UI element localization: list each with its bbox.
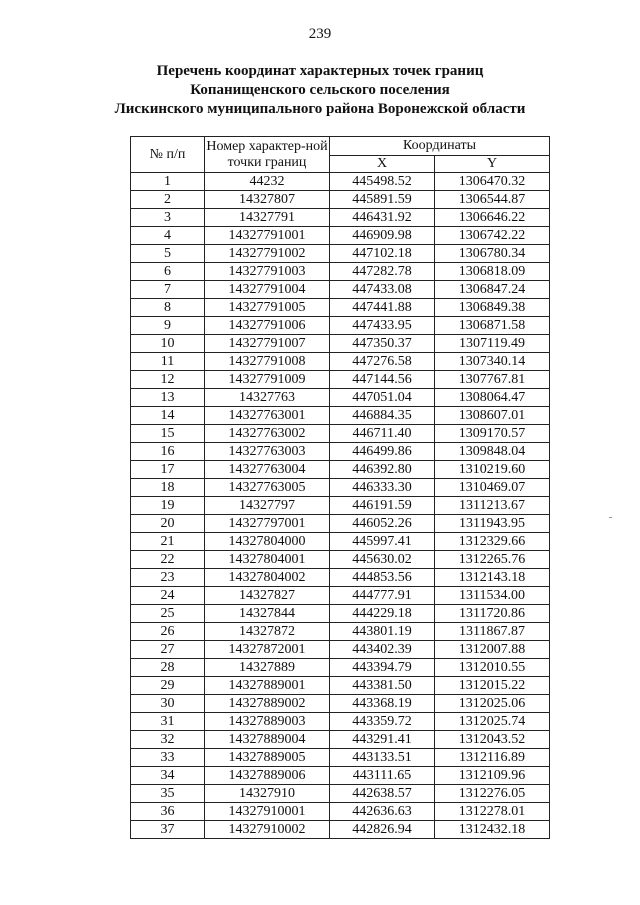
coord-x: 443801.19	[330, 623, 435, 641]
point-number: 14327791001	[205, 227, 330, 245]
coord-y: 1308064.47	[435, 389, 550, 407]
coord-y: 1312007.88	[435, 641, 550, 659]
coord-y: 1311213.67	[435, 497, 550, 515]
document-title	[0, 62, 640, 119]
point-number: 14327910	[205, 785, 330, 803]
coord-y: 1312015.22	[435, 677, 550, 695]
row-number: 10	[131, 335, 205, 353]
table-row	[131, 587, 550, 605]
point-number: 14327791004	[205, 281, 330, 299]
table-row	[131, 623, 550, 641]
coord-x: 445498.52	[330, 173, 435, 191]
table-row	[131, 317, 550, 335]
table-row	[131, 659, 550, 677]
row-number: 31	[131, 713, 205, 731]
page-number: 239	[308, 26, 332, 42]
point-number: 14327791	[205, 209, 330, 227]
point-number: 14327889001	[205, 677, 330, 695]
table-row	[131, 767, 550, 785]
table-row	[131, 245, 550, 263]
coord-x: 447433.95	[330, 317, 435, 335]
row-number: 8	[131, 299, 205, 317]
row-number: 28	[131, 659, 205, 677]
row-number: 29	[131, 677, 205, 695]
table-row	[131, 713, 550, 731]
point-number: 14327797	[205, 497, 330, 515]
table-row	[131, 461, 550, 479]
table-row	[131, 551, 550, 569]
table-row	[131, 695, 550, 713]
coord-x: 445997.41	[330, 533, 435, 551]
coord-x: 447051.04	[330, 389, 435, 407]
coord-y: 1306847.24	[435, 281, 550, 299]
point-number: 14327797001	[205, 515, 330, 533]
row-number: 7	[131, 281, 205, 299]
coord-y: 1311867.87	[435, 623, 550, 641]
point-number: 14327844	[205, 605, 330, 623]
row-number: 19	[131, 497, 205, 515]
coord-x: 445630.02	[330, 551, 435, 569]
point-number: 14327791008	[205, 353, 330, 371]
coord-x: 446711.40	[330, 425, 435, 443]
table-row	[131, 533, 550, 551]
row-number: 37	[131, 821, 205, 839]
row-number: 4	[131, 227, 205, 245]
coord-x: 443381.50	[330, 677, 435, 695]
row-number: 33	[131, 749, 205, 767]
coord-x: 443368.19	[330, 695, 435, 713]
coord-x: 446499.86	[330, 443, 435, 461]
point-number: 14327791007	[205, 335, 330, 353]
table-row	[131, 497, 550, 515]
table-row	[131, 191, 550, 209]
table-row	[131, 443, 550, 461]
coord-y: 1306818.09	[435, 263, 550, 281]
coord-x: 447441.88	[330, 299, 435, 317]
coord-y: 1312276.05	[435, 785, 550, 803]
table-row	[131, 605, 550, 623]
row-number: 23	[131, 569, 205, 587]
point-number: 14327791002	[205, 245, 330, 263]
point-number: 14327889004	[205, 731, 330, 749]
coord-y: 1307119.49	[435, 335, 550, 353]
row-number: 17	[131, 461, 205, 479]
point-number: 14327889002	[205, 695, 330, 713]
coord-y: 1306871.58	[435, 317, 550, 335]
coord-y: 1306646.22	[435, 209, 550, 227]
point-number: 14327804000	[205, 533, 330, 551]
header-point: Номер характер-ной точки границ	[205, 137, 330, 173]
coord-x: 447433.08	[330, 281, 435, 299]
coord-y: 1307340.14	[435, 353, 550, 371]
table-row	[131, 425, 550, 443]
row-number: 9	[131, 317, 205, 335]
table-row	[131, 371, 550, 389]
table-row	[131, 731, 550, 749]
row-number: 16	[131, 443, 205, 461]
point-number: 14327804002	[205, 569, 330, 587]
coord-x: 446052.26	[330, 515, 435, 533]
coord-y: 1312109.96	[435, 767, 550, 785]
point-number: 14327763001	[205, 407, 330, 425]
table-row	[131, 569, 550, 587]
coord-x: 446392.80	[330, 461, 435, 479]
table-row	[131, 389, 550, 407]
coord-x: 447282.78	[330, 263, 435, 281]
coord-y: 1306742.22	[435, 227, 550, 245]
coord-x: 444777.91	[330, 587, 435, 605]
coord-x: 443394.79	[330, 659, 435, 677]
coord-x: 444853.56	[330, 569, 435, 587]
table-row	[131, 749, 550, 767]
point-number: 14327889005	[205, 749, 330, 767]
coord-y: 1312143.18	[435, 569, 550, 587]
coord-x: 443133.51	[330, 749, 435, 767]
coord-y: 1310469.07	[435, 479, 550, 497]
table-row	[131, 821, 550, 839]
coord-x: 442636.63	[330, 803, 435, 821]
row-number: 26	[131, 623, 205, 641]
table-row	[131, 803, 550, 821]
point-number: 14327763	[205, 389, 330, 407]
coord-x: 443111.65	[330, 767, 435, 785]
row-number: 12	[131, 371, 205, 389]
coord-y: 1311720.86	[435, 605, 550, 623]
row-number: 14	[131, 407, 205, 425]
row-number: 20	[131, 515, 205, 533]
coord-x: 442826.94	[330, 821, 435, 839]
row-number: 21	[131, 533, 205, 551]
scan-mark	[609, 517, 612, 518]
coord-y: 1308607.01	[435, 407, 550, 425]
header-num: № п/п	[131, 137, 205, 173]
row-number: 5	[131, 245, 205, 263]
point-number: 14327791006	[205, 317, 330, 335]
coord-y: 1309848.04	[435, 443, 550, 461]
point-number: 14327889	[205, 659, 330, 677]
coord-y: 1312432.18	[435, 821, 550, 839]
coord-y: 1312116.89	[435, 749, 550, 767]
table-row	[131, 281, 550, 299]
point-number: 14327872	[205, 623, 330, 641]
header-coords: Координаты	[330, 137, 550, 156]
coord-y: 1312278.01	[435, 803, 550, 821]
row-number: 35	[131, 785, 205, 803]
title-line-2: Копанищенского сельского поселения	[190, 82, 450, 98]
coord-y: 1312010.55	[435, 659, 550, 677]
table-row	[131, 677, 550, 695]
point-number: 14327791009	[205, 371, 330, 389]
row-number: 3	[131, 209, 205, 227]
coord-y: 1310219.60	[435, 461, 550, 479]
point-number: 14327889003	[205, 713, 330, 731]
table-body	[131, 173, 550, 839]
table-row	[131, 335, 550, 353]
row-number: 27	[131, 641, 205, 659]
coord-y: 1306849.38	[435, 299, 550, 317]
coord-y: 1312329.66	[435, 533, 550, 551]
coord-x: 446884.35	[330, 407, 435, 425]
point-number: 14327807	[205, 191, 330, 209]
row-number: 30	[131, 695, 205, 713]
coord-x: 447276.58	[330, 353, 435, 371]
title-line-1: Перечень координат характерных точек границ	[156, 63, 484, 79]
point-number: 14327791005	[205, 299, 330, 317]
point-number: 14327910002	[205, 821, 330, 839]
header-y: Y	[435, 156, 550, 173]
coord-y: 1307767.81	[435, 371, 550, 389]
coord-x: 443291.41	[330, 731, 435, 749]
table-row	[131, 299, 550, 317]
row-number: 25	[131, 605, 205, 623]
coord-x: 447144.56	[330, 371, 435, 389]
coord-x: 446431.92	[330, 209, 435, 227]
row-number: 36	[131, 803, 205, 821]
coord-y: 1312025.74	[435, 713, 550, 731]
coord-y: 1312265.76	[435, 551, 550, 569]
coord-y: 1311534.00	[435, 587, 550, 605]
point-number: 14327763002	[205, 425, 330, 443]
coordinates-table	[130, 136, 550, 839]
coord-x: 446333.30	[330, 479, 435, 497]
row-number: 18	[131, 479, 205, 497]
row-number: 15	[131, 425, 205, 443]
table-row	[131, 785, 550, 803]
table-row	[131, 641, 550, 659]
coord-x: 442638.57	[330, 785, 435, 803]
row-number: 6	[131, 263, 205, 281]
coord-y: 1306780.34	[435, 245, 550, 263]
coord-x: 443359.72	[330, 713, 435, 731]
coord-x: 447350.37	[330, 335, 435, 353]
coord-x: 446191.59	[330, 497, 435, 515]
row-number: 2	[131, 191, 205, 209]
coord-x: 443402.39	[330, 641, 435, 659]
point-number: 14327791003	[205, 263, 330, 281]
table-row	[131, 353, 550, 371]
point-number: 14327763005	[205, 479, 330, 497]
table-row	[131, 263, 550, 281]
point-number: 14327910001	[205, 803, 330, 821]
title-line-3: Лискинского муниципального района Воронежской области	[114, 101, 526, 117]
point-number: 14327872001	[205, 641, 330, 659]
row-number: 32	[131, 731, 205, 749]
table-row	[131, 479, 550, 497]
coord-y: 1312043.52	[435, 731, 550, 749]
coord-x: 444229.18	[330, 605, 435, 623]
coord-x: 446909.98	[330, 227, 435, 245]
row-number: 24	[131, 587, 205, 605]
table-row	[131, 407, 550, 425]
table-row	[131, 209, 550, 227]
header-x: X	[330, 156, 435, 173]
point-number: 14327763004	[205, 461, 330, 479]
coord-y: 1306544.87	[435, 191, 550, 209]
table-row	[131, 173, 550, 191]
table-row	[131, 515, 550, 533]
coord-x: 445891.59	[330, 191, 435, 209]
point-number: 14327763003	[205, 443, 330, 461]
coord-y: 1309170.57	[435, 425, 550, 443]
point-number: 14327804001	[205, 551, 330, 569]
coord-y: 1306470.32	[435, 173, 550, 191]
table-row	[131, 227, 550, 245]
row-number: 13	[131, 389, 205, 407]
row-number: 11	[131, 353, 205, 371]
coord-y: 1311943.95	[435, 515, 550, 533]
row-number: 1	[131, 173, 205, 191]
point-number: 44232	[205, 173, 330, 191]
point-number: 14327889006	[205, 767, 330, 785]
coord-x: 447102.18	[330, 245, 435, 263]
coord-y: 1312025.06	[435, 695, 550, 713]
point-number: 14327827	[205, 587, 330, 605]
row-number: 22	[131, 551, 205, 569]
row-number: 34	[131, 767, 205, 785]
